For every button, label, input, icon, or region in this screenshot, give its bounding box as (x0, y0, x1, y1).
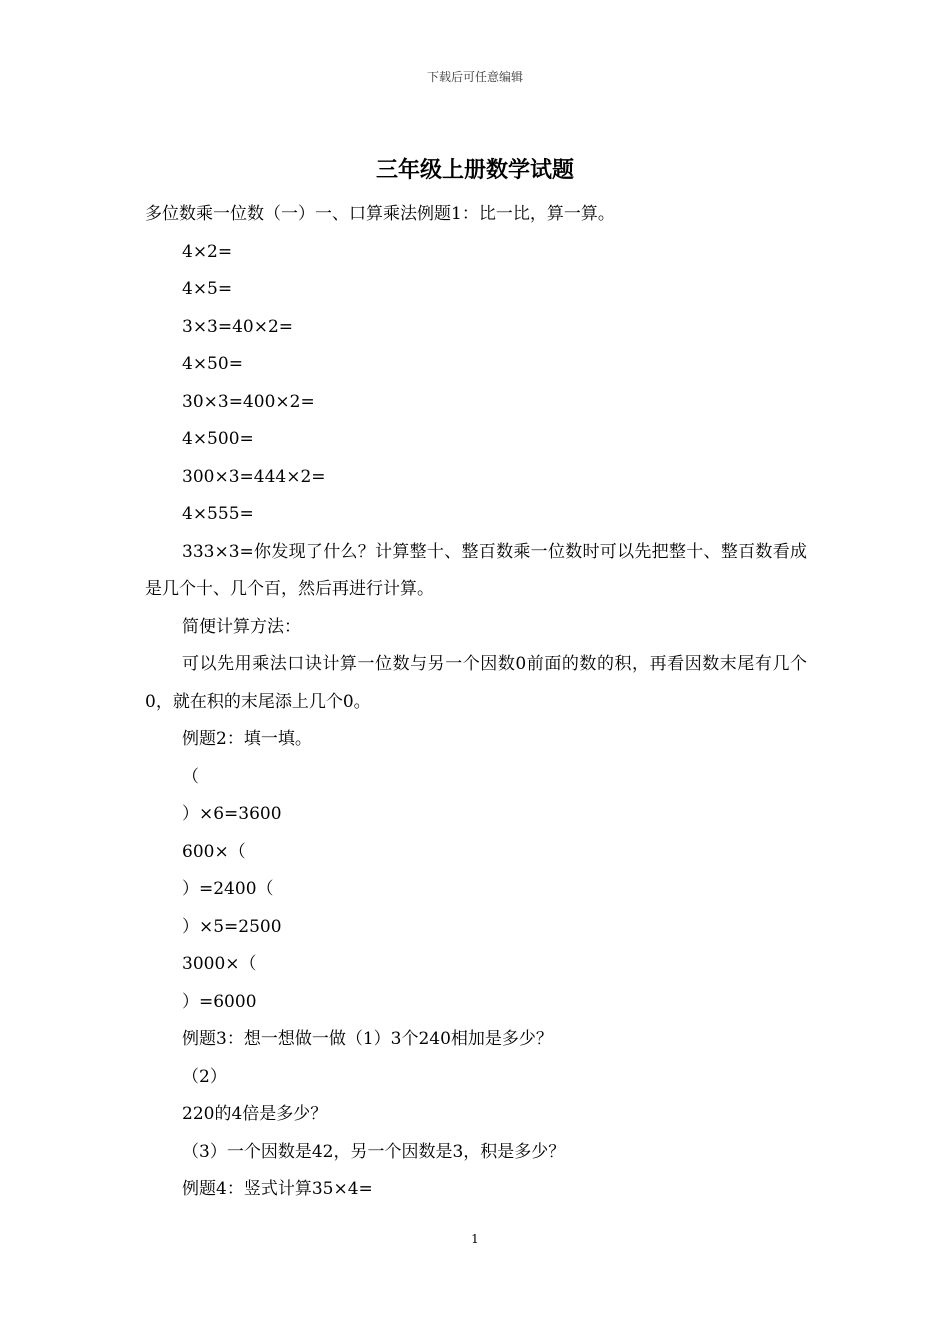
example2-heading: 例题2：填一填。 (182, 729, 312, 749)
exercise-line: 4×50= (182, 354, 243, 374)
exercise-line: 4×500= (182, 429, 254, 449)
example2-line: ）=6000 (182, 991, 257, 1012)
exercise-line: 3×3=40×2= (182, 316, 294, 337)
example3-heading: 例题3：想一想做一做（1）3个240相加是多少？ (182, 1029, 553, 1049)
intro-line: 多位数乘一位数（一）一、口算乘法例题1：比一比，算一算。 (145, 204, 615, 224)
exercise-line: 30×3=400×2= (182, 391, 315, 412)
example2-line: ）=2400（ (182, 879, 274, 899)
paragraph-method: 可以先用乘法口诀计算一位数与另一个因数0前面的数的积，再看因数末尾有几个0，就在积的末尾添上几个0。 (145, 654, 807, 712)
exercise-line: 4×555= (182, 504, 254, 524)
paragraph-observation: 333×3=你发现了什么？计算整十、整百数乘一位数时可以先把整十、整百数看成是几个十、几个百，然后再进行计算。 (145, 541, 807, 599)
exercise-line: 300×3=444×2= (182, 466, 326, 487)
document-body (145, 196, 807, 1209)
example3-line: （2） (182, 1066, 227, 1087)
exercise-line: 4×5= (182, 279, 233, 299)
page-header: 下载后可任意编辑 (426, 70, 523, 84)
example2-line: ）×6=3600 (182, 804, 282, 824)
example2-line: ）×5=2500 (182, 916, 282, 937)
example2-line: 600×（ (182, 841, 246, 862)
method-heading: 简便计算方法： (182, 616, 301, 637)
exercise-line: 4×2= (182, 241, 233, 262)
example4-heading: 例题4：竖式计算35×4= (182, 1179, 373, 1199)
document-title: 三年级上册数学试题 (375, 157, 574, 183)
example2-line: 3000×（ (182, 954, 257, 974)
example2-line: （ (182, 766, 199, 787)
example3-line: （3）一个因数是42，另一个因数是3，积是多少？ (182, 1141, 566, 1162)
page-number: 1 (471, 1232, 479, 1246)
example3-line: 220的4倍是多少？ (182, 1104, 328, 1124)
